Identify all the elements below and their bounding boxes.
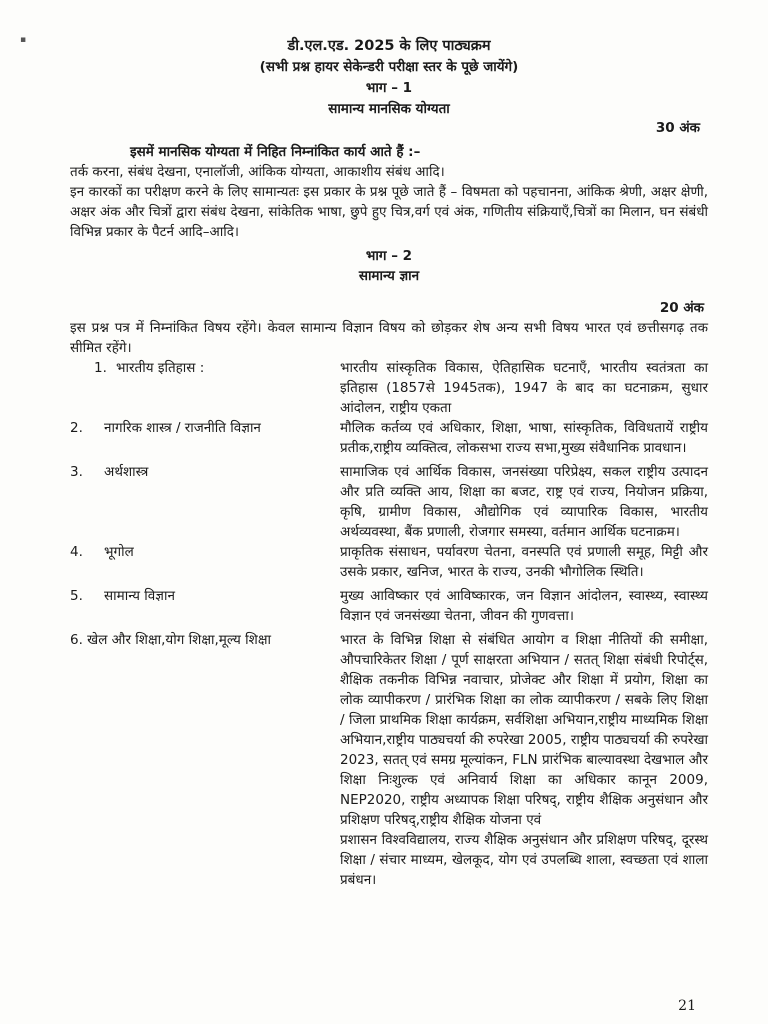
subject-row [70,630,708,890]
part1-line2: इन कारकों का परीक्षण करने के लिए सामान्यतः इस प्रकार के प्रश्न पूछे जाते हैं – विषमता को पहचानना, आंकिक श्रेणी, अक्षर क्षेणी, अक्षर अंक और चित्रों द्वारा संबंध देखना, सांकेतिक भाषा, छुपे हुए चित्र,वर्ग एवं अंक, गणितीय संक्रियाएँ,चित्रों का मिलान, घन संबंधी विभिन्न प्रकार के पैटर्न आदि–आदि। [70,184,708,240]
subject-row [70,542,708,582]
subject-label: भूगोल [104,544,134,560]
subject-content: भारतीय सांस्कृतिक विकास, ऐतिहासिक घटनाएँ, भारतीय स्वतंत्रता का इतिहास (1857से 1945तक), 1947 के बाद का घटनाक्रम, सुधार आंदोलन, राष्ट्रीय एकता [340,360,708,416]
subject-content: सामाजिक एवं आर्थिक विकास, जनसंख्या परिप्रेक्ष्य, सकल राष्ट्रीय उत्पादन और प्रति व्यक्ति आय, शिक्षा का बजट, राष्ट्र एवं राज्य, नियोजन प्रक्रिया, कृषि, ग्रामीण विकास, औद्योगिक एवं व्यापारिक विकास, भारतीय अर्थव्यवस्था, बैंक प्रणाली, रोजगार समस्या, वर्तमान आर्थिक घटनाक्रम। [340,464,708,540]
subject-content: भारत के विभिन्न शिक्षा से संबंधित आयोग व शिक्षा नीतियों की समीक्षा, औपचारिकेतर शिक्षा / पूर्ण साक्षरता अभियान / सतत् शिक्षा संबंधी रिपोर्ट्स, शैक्षिक तकनीक विभिन्न नवाचार, प्रोजेक्ट और शिक्षा में प्रयोग, शिक्षा का लोक व्यापीकरण / प्रारंभिक शिक्षा का लोक व्यापीकरण / सबके लिए शिक्षा / जिला प्राथमिक शिक्षा कार्यक्रम, सर्वशिक्षा अभियान,राष्ट्रीय माध्यमिक शिक्षा अभियान,राष्ट्रीय पाठ्यचर्या की रुपरेखा 2005, राष्ट्रीय पाठ्यचर्या की रुपरेखा 2023, सतत् एवं समग्र मूल्यांकन, FLN प्रारंभिक बाल्यावस्था देखभाल और शिक्षा निःशुल्क एवं अनिवार्य शिक्षा का अधिकार कानून 2009, NEP2020, राष्ट्रीय अध्यापक शिक्षा परिषद्, राष्ट्रीय शैक्षिक अनुसंधान और प्रशिक्षण परिषद्,राष्ट्रीय शैक्षिक योजना एवं [340,632,708,828]
subject-label: सामान्य विज्ञान [104,588,175,604]
subject-content-block [340,630,708,890]
subject-number: 1. [94,360,107,376]
part2-heading: भाग – 2 [365,248,413,264]
part2-marks: 20 अंक [659,300,704,316]
part2-intro: इस प्रश्न पत्र में निम्नांकित विषय रहेंगे। केवल सामान्य विज्ञान विषय को छोड़कर शेष अन्य सभी विषय भारत एवं छत्तीसगढ़ तक सीमित रहेंगे। [70,320,708,356]
document-title: डी.एल.एड. 2025 के लिए पाठ्यक्रम [287,38,491,54]
subject-number: 5. [70,588,83,604]
document-header [70,0,708,120]
subject-row [70,586,708,626]
subject-number: 3. [70,464,83,480]
part1-intro: इसमें मानसिक योग्यता में निहित निम्नांकित कार्य आते हैं :– [130,144,421,160]
subject-row [70,462,708,542]
document-subtitle: (सभी प्रश्न हायर सेकेन्डरी परीक्षा स्तर के पूछे जायेंगे) [259,59,519,75]
subject-content: प्राकृतिक संसाधन, पर्यावरण चेतना, वनस्पति एवं प्रणाली समूह, मिट्टी और उसके प्रकार, खनिज, भारत के राज्य, उनकी भौगोलिक स्थिति। [340,544,708,580]
subject-number: 2. [70,420,83,436]
part1-name: सामान्य मानसिक योग्यता [328,101,450,117]
subject-content: मौलिक कर्तव्य एवं अधिकार, शिक्षा, भाषा, सांस्कृतिक, विविधतायें राष्ट्रीय प्रतीक,राष्ट्रीय व्यक्तित्व, लोकसभा राज्य सभा,मुख्य संवैधानिक प्रावधान। [340,420,708,456]
subject-label: 6. खेल और शिक्षा,योग शिक्षा,मूल्य शिक्षा [70,632,272,648]
subject-list [70,358,708,890]
subject-row [70,418,708,458]
part2-name: सामान्य ज्ञान [358,268,420,284]
part1-marks: 30 अंक [655,120,700,136]
part1-heading: भाग – 1 [365,80,413,96]
subject-label: नागरिक शास्त्र / राजनीति विज्ञान [104,420,261,436]
scan-mark: ▪ [20,35,27,45]
subject-content-continued: प्रशासन विश्वविद्यालय, राज्य शैक्षिक अनुसंधान और प्रशिक्षण परिषद्, दूरस्थ शिक्षा / संचार माध्यम, खेलकूद, योग एवं उपलब्धि शाला, स्वच्छता एवं शाला प्रबंधन। [340,832,708,888]
part1-line1: तर्क करना, संबंध देखना, एनालॉजी, आंकिक योग्यता, आकाशीय संबंध आदि। [70,164,445,180]
subject-content: मुख्य आविष्कार एवं आविष्कारक, जन विज्ञान आंदोलन, स्वास्थ्य, स्वास्थ्य विज्ञान एवं जनसंख्या चेतना, जीवन की गुणवत्ता। [340,588,708,624]
subject-label: अर्थशास्त्र [104,464,149,480]
page-number: 21 [678,998,696,1014]
part2-header [70,246,708,286]
subject-row [70,358,708,418]
subject-number: 4. [70,544,83,560]
subject-label: भारतीय इतिहास : [116,360,205,376]
